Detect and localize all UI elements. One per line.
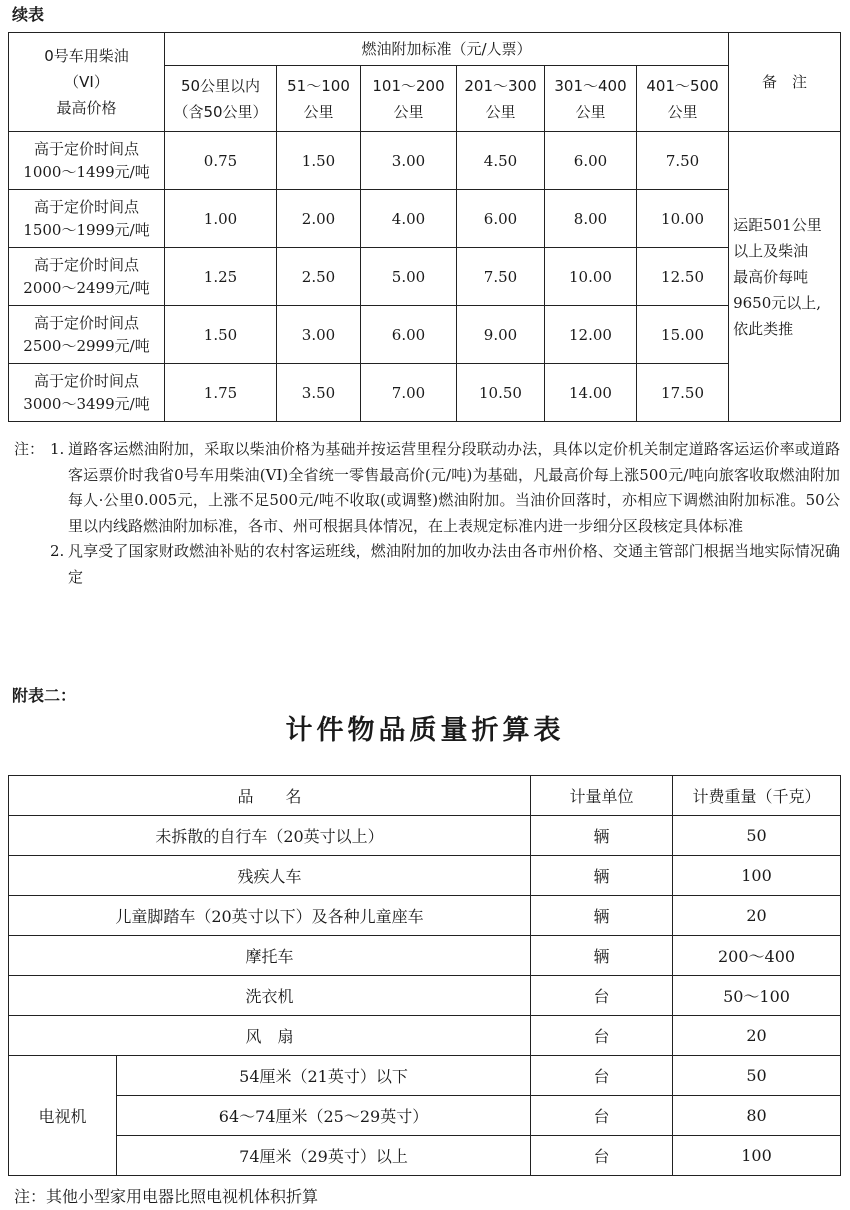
item-unit: 辆 [531, 896, 673, 936]
item-name: 摩托车 [9, 936, 531, 976]
distance-band-header [361, 66, 457, 132]
price-header [9, 33, 165, 132]
price-range-label [9, 364, 165, 422]
item-unit: 台 [531, 1016, 673, 1056]
item-unit: 辆 [531, 936, 673, 976]
surcharge-cell: 12.00 [545, 306, 637, 364]
fuel-surcharge-table [8, 32, 841, 422]
item-weight: 200～400 [673, 936, 841, 976]
label-line: 高于定价时间点 [33, 139, 139, 158]
remark-line: 依此类推 [733, 319, 794, 338]
table-row [9, 190, 841, 248]
label-line: 2500～2999元/吨 [23, 336, 150, 355]
surcharge-cell: 14.00 [545, 364, 637, 422]
surcharge-cell: 3.00 [361, 132, 457, 190]
table-row [9, 1016, 841, 1056]
surcharge-cell: 10.00 [637, 190, 729, 248]
label-line: 1000～1499元/吨 [23, 162, 150, 181]
label-line: 高于定价时间点 [33, 197, 139, 216]
distance-band-header [637, 66, 729, 132]
surcharge-cell: 4.50 [457, 132, 545, 190]
item-name: 74厘米（29英寸）以上 [117, 1136, 531, 1176]
band-line: 51～100 [287, 76, 350, 95]
item-weight: 20 [673, 1016, 841, 1056]
name-header: 品 名 [9, 776, 531, 816]
surcharge-cell: 7.00 [361, 364, 457, 422]
remarks-header: 备 注 [729, 33, 841, 132]
item-name: 洗衣机 [9, 976, 531, 1016]
label-line: 3000～3499元/吨 [23, 394, 150, 413]
surcharge-cell: 5.00 [361, 248, 457, 306]
item-name: 未拆散的自行车（20英寸以上） [9, 816, 531, 856]
table-row [9, 976, 841, 1016]
item-weight: 50 [673, 816, 841, 856]
note-number: 1. [50, 440, 65, 458]
distance-band-header [165, 66, 277, 132]
table-title: 计件物品质量折算表 [285, 715, 565, 746]
band-line: 101～200 [372, 76, 445, 95]
price-range-label [9, 248, 165, 306]
item-unit: 辆 [531, 856, 673, 896]
table-row [9, 248, 841, 306]
surcharge-cell: 6.00 [361, 306, 457, 364]
table-row [9, 1056, 841, 1096]
band-line: 公里 [667, 102, 698, 121]
price-header-line: 0号车用柴油 [44, 47, 129, 65]
price-header-line: 最高价格 [56, 99, 117, 117]
table-header-row [9, 776, 841, 816]
surcharge-cell: 3.00 [277, 306, 361, 364]
label-line: 2000～2499元/吨 [23, 278, 150, 297]
note-number: 2. [50, 542, 65, 560]
item-weight: 50～100 [673, 976, 841, 1016]
surcharge-cell: 1.50 [277, 132, 361, 190]
remark-line: 以上及柴油 [733, 241, 809, 260]
item-unit: 台 [531, 1096, 673, 1136]
label-line: 高于定价时间点 [33, 313, 139, 332]
surcharge-cell: 1.00 [165, 190, 277, 248]
surcharge-cell: 1.50 [165, 306, 277, 364]
remarks-cell [729, 132, 841, 422]
price-range-label [9, 306, 165, 364]
band-line: 50公里以内 [180, 76, 261, 95]
note-item [14, 437, 840, 539]
surcharge-cell: 1.75 [165, 364, 277, 422]
label-line: 高于定价时间点 [33, 371, 139, 390]
surcharge-cell: 3.50 [277, 364, 361, 422]
table-row [9, 1136, 841, 1176]
continued-label: 续表 [12, 5, 45, 24]
item-weight: 20 [673, 896, 841, 936]
surcharge-cell: 2.00 [277, 190, 361, 248]
tv-group-label: 电视机 [9, 1056, 117, 1176]
surcharge-cell: 6.00 [457, 190, 545, 248]
item-weight: 80 [673, 1096, 841, 1136]
item-name: 64～74厘米（25～29英寸） [117, 1096, 531, 1136]
price-range-label [9, 132, 165, 190]
surcharge-cell: 12.50 [637, 248, 729, 306]
remark-line: 最高价每吨 [733, 267, 809, 286]
table-row [9, 364, 841, 422]
remark-line: 运距501公里 [733, 215, 822, 234]
band-line: 公里 [485, 102, 516, 121]
label-line: 高于定价时间点 [33, 255, 139, 274]
item-name: 54厘米（21英寸）以下 [117, 1056, 531, 1096]
band-line: 201～300 [464, 76, 537, 95]
price-header-line: （VI） [64, 73, 109, 91]
surcharge-cell: 9.00 [457, 306, 545, 364]
distance-band-header [545, 66, 637, 132]
surcharge-cell: 0.75 [165, 132, 277, 190]
note-prefix: 注： [14, 440, 45, 458]
note-text: 凡享受了国家财政燃油补贴的农村客运班线，燃油附加的加收办法由各市州价格、交通主管部门根据当地实际情况确定 [68, 542, 840, 586]
item-unit: 台 [531, 976, 673, 1016]
table-row [9, 816, 841, 856]
surcharge-cell: 7.50 [457, 248, 545, 306]
surcharge-cell: 7.50 [637, 132, 729, 190]
band-line: 401～500 [646, 76, 719, 95]
item-unit: 台 [531, 1136, 673, 1176]
table-row [9, 896, 841, 936]
weight-conversion-table [8, 775, 841, 1176]
table-row [9, 856, 841, 896]
item-name: 残疾人车 [9, 856, 531, 896]
band-line: 公里 [393, 102, 424, 121]
surcharge-cell: 8.00 [545, 190, 637, 248]
surcharge-cell: 10.50 [457, 364, 545, 422]
item-name: 儿童脚踏车（20英寸以下）及各种儿童座车 [9, 896, 531, 936]
remark-line: 9650元以上, [733, 293, 822, 312]
band-line: （含50公里） [173, 102, 268, 121]
item-name: 风 扇 [9, 1016, 531, 1056]
appendix-label: 附表二： [12, 686, 77, 705]
footnote: 注：其他小型家用电器比照电视机体积折算 [14, 1187, 319, 1206]
item-weight: 100 [673, 1136, 841, 1176]
band-line: 公里 [303, 102, 334, 121]
surcharge-cell: 15.00 [637, 306, 729, 364]
band-line: 公里 [575, 102, 606, 121]
weight-header: 计费重量（千克） [673, 776, 841, 816]
surcharge-cell: 17.50 [637, 364, 729, 422]
surcharge-cell: 10.00 [545, 248, 637, 306]
item-weight: 50 [673, 1056, 841, 1096]
note-item [14, 539, 840, 590]
surcharge-cell: 4.00 [361, 190, 457, 248]
standard-header: 燃油附加标准（元/人票） [165, 33, 729, 66]
item-unit: 台 [531, 1056, 673, 1096]
table-notes [14, 437, 840, 590]
note-text: 道路客运燃油附加，采取以柴油价格为基础并按运营里程分段联动办法，具体以定价机关制定道路客运运价率或道路客运票价时我省0号车用柴油(VI)全省统一零售最高价(元/吨)为基础，凡最高价每上涨500元/吨向旅客收取燃油附加每人·公里0.005元，上涨不足500元/吨不收取(或调整)燃油附加。当油价回落时，亦相应下调燃油附加标准。50公里以内线路燃油附加标准，各市、州可根据具体情况，在上表规定标准内进一步细分区段核定具体标准 [68, 440, 840, 535]
unit-header: 计量单位 [531, 776, 673, 816]
table-row [9, 1096, 841, 1136]
distance-band-header [277, 66, 361, 132]
label-line: 1500～1999元/吨 [23, 220, 150, 239]
item-weight: 100 [673, 856, 841, 896]
surcharge-cell: 1.25 [165, 248, 277, 306]
item-unit: 辆 [531, 816, 673, 856]
table-row [9, 936, 841, 976]
surcharge-cell: 2.50 [277, 248, 361, 306]
table-row [9, 306, 841, 364]
price-range-label [9, 190, 165, 248]
band-line: 301～400 [554, 76, 627, 95]
surcharge-cell: 6.00 [545, 132, 637, 190]
table-row [9, 132, 841, 190]
distance-band-header [457, 66, 545, 132]
